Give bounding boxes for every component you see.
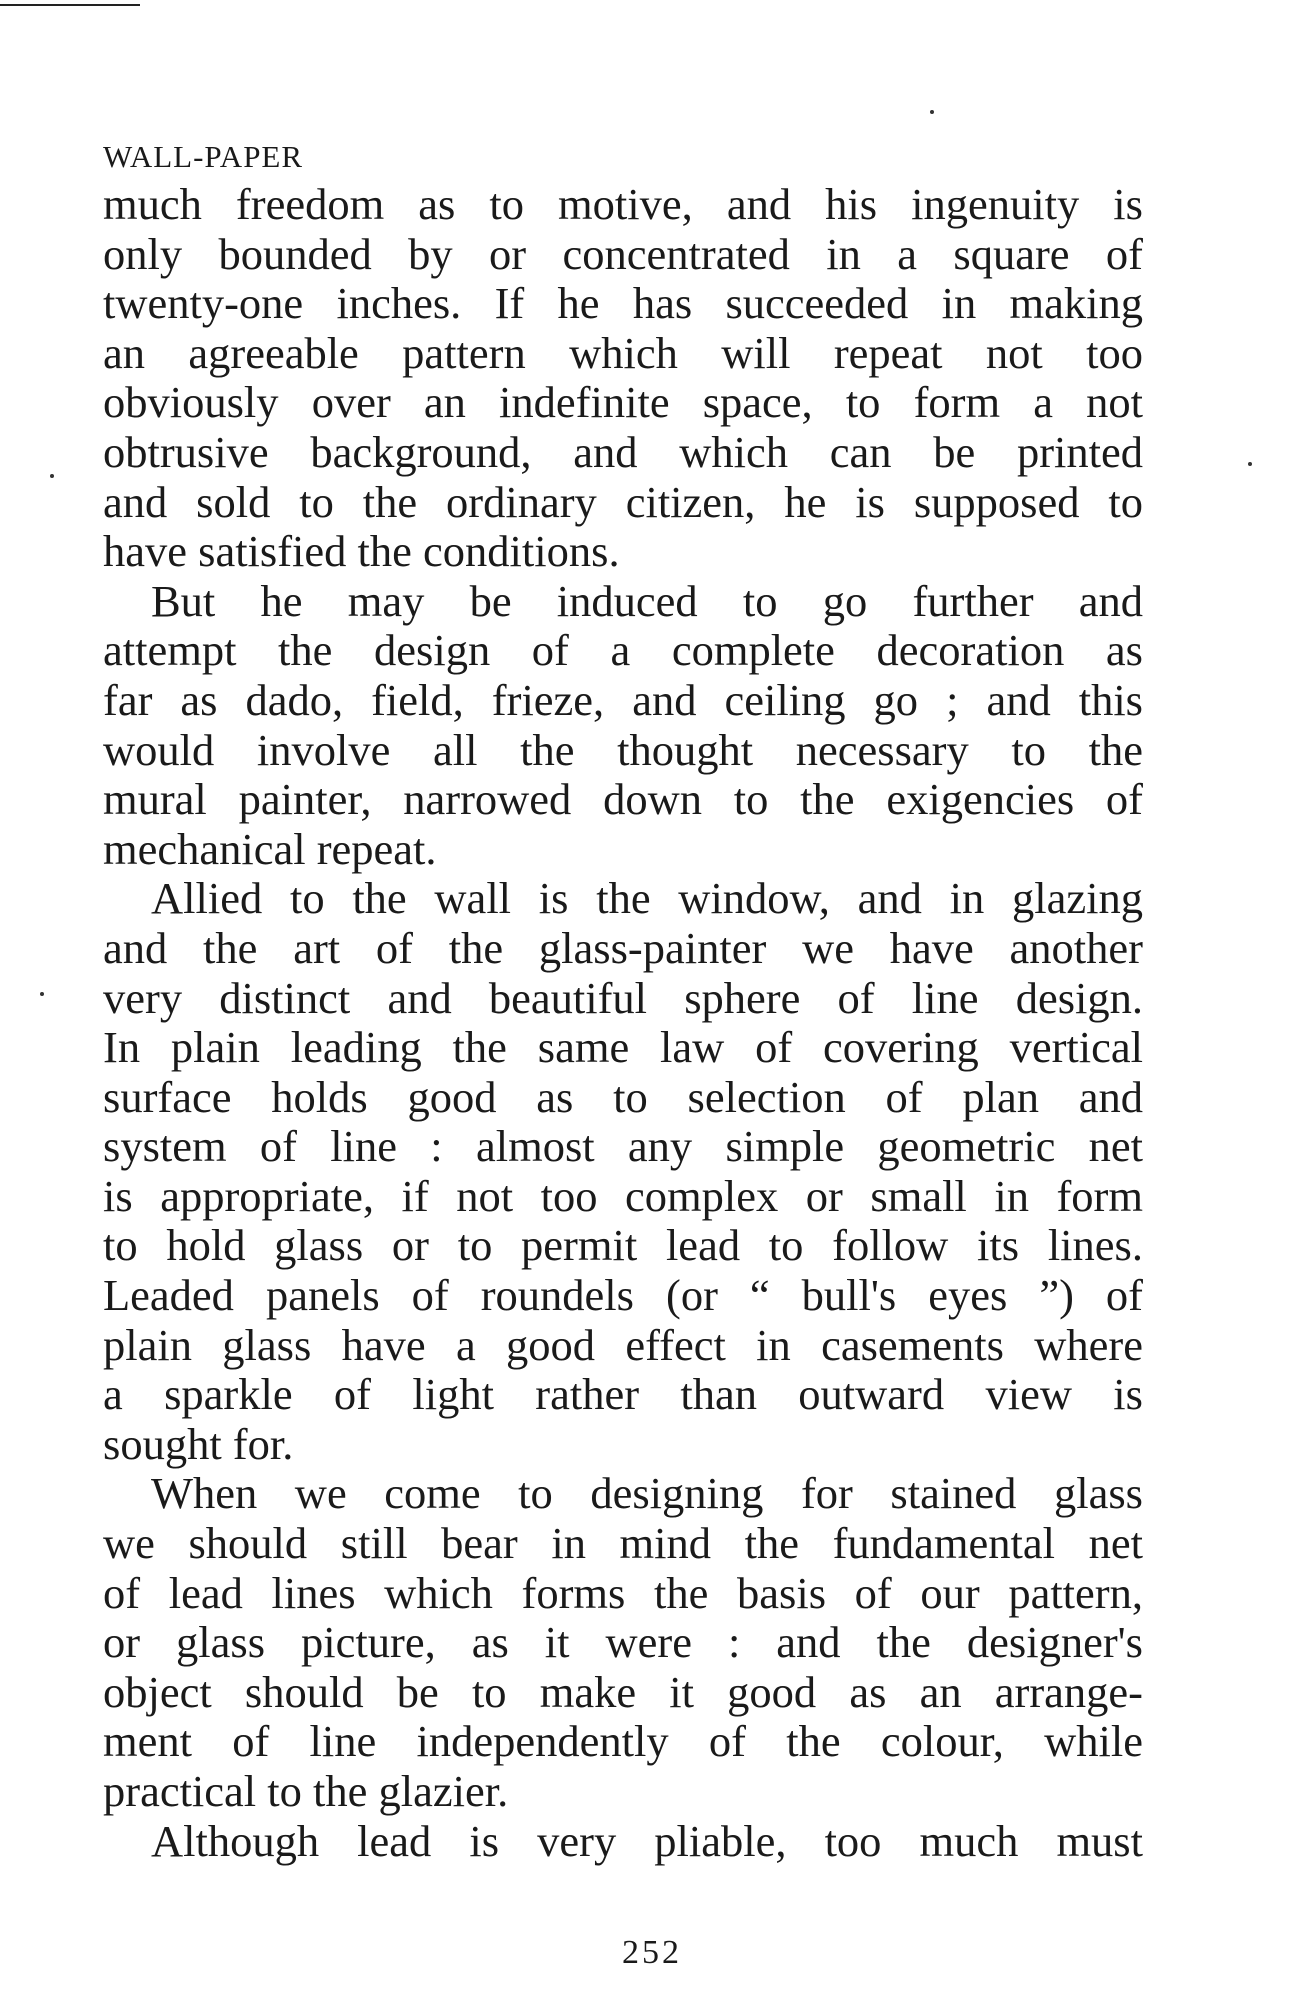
text-line: and sold to the ordinary citizen, he is supposed to [103, 476, 1143, 527]
text-line: Although lead is very pliable, too much must [151, 1815, 1143, 1866]
text-line: have satisfied the conditions. [103, 526, 620, 577]
body-text [103, 180, 1143, 1866]
text-line: In plain leading the same law of covering vertical [103, 1022, 1143, 1073]
text-line: mechanical repeat. [103, 823, 437, 874]
text-line: to hold glass or to permit lead to follow its lines. [103, 1220, 1143, 1271]
paper-speck [40, 992, 44, 996]
text-line: ment of line independently of the colour, while [103, 1716, 1143, 1767]
text-line: practical to the glazier. [103, 1766, 509, 1816]
text-line: plain glass have a good effect in casements where [103, 1319, 1143, 1370]
text-line: and the art of the glass-painter we have another [103, 922, 1143, 973]
text-line: surface holds good as to selection of plan and [103, 1071, 1143, 1122]
text-line: would involve all the thought necessary to the [103, 724, 1143, 775]
running-head: WALL-PAPER [103, 139, 304, 174]
text-line: twenty-one inches. If he has succeeded in making [103, 278, 1143, 329]
text-line: Allied to the wall is the window, and in glazing [151, 873, 1143, 924]
text-line: attempt the design of a complete decoration as [103, 625, 1143, 676]
text-line: a sparkle of light rather than outward view is [103, 1369, 1143, 1420]
paragraph [103, 874, 1143, 1469]
text-line: sought for. [103, 1418, 294, 1469]
text-line: an agreeable pattern which will repeat not too [103, 327, 1143, 378]
text-line: obtrusive background, and which can be printed [103, 426, 1143, 477]
text-line: very distinct and beautiful sphere of line design. [103, 972, 1143, 1023]
page-number: 252 [622, 1934, 682, 1971]
text-line: far as dado, field, frieze, and ceiling go ; and this [103, 674, 1143, 725]
paragraph [103, 1817, 1143, 1867]
text-line: of lead lines which forms the basis of our pattern, [103, 1567, 1143, 1618]
paper-speck [930, 110, 934, 114]
text-line: mural painter, narrowed down to the exigencies of [103, 774, 1143, 825]
text-line: But he may be induced to go further and [151, 575, 1143, 626]
paragraph [103, 1469, 1143, 1816]
text-line: Leaded panels of roundels (or “ bull's eyes ”) of [103, 1270, 1143, 1321]
text-line: object should be to make it good as an arrange- [103, 1666, 1143, 1717]
paper-speck [1248, 462, 1252, 466]
text-line: system of line : almost any simple geometric net [103, 1121, 1143, 1172]
paragraph [103, 577, 1143, 875]
scan-edge-mark [0, 4, 140, 6]
text-line: or glass picture, as it were : and the designer's [103, 1617, 1143, 1668]
paper-speck [50, 474, 54, 478]
paragraph [103, 180, 1143, 577]
text-line: obviously over an indefinite space, to form a not [103, 377, 1143, 428]
text-line: is appropriate, if not too complex or small in form [103, 1170, 1143, 1221]
text-line: only bounded by or concentrated in a square of [103, 228, 1143, 279]
text-line: much freedom as to motive, and his ingenuity is [103, 179, 1143, 229]
text-line: we should still bear in mind the fundamental net [103, 1518, 1143, 1569]
text-line: When we come to designing for stained glass [151, 1468, 1143, 1519]
